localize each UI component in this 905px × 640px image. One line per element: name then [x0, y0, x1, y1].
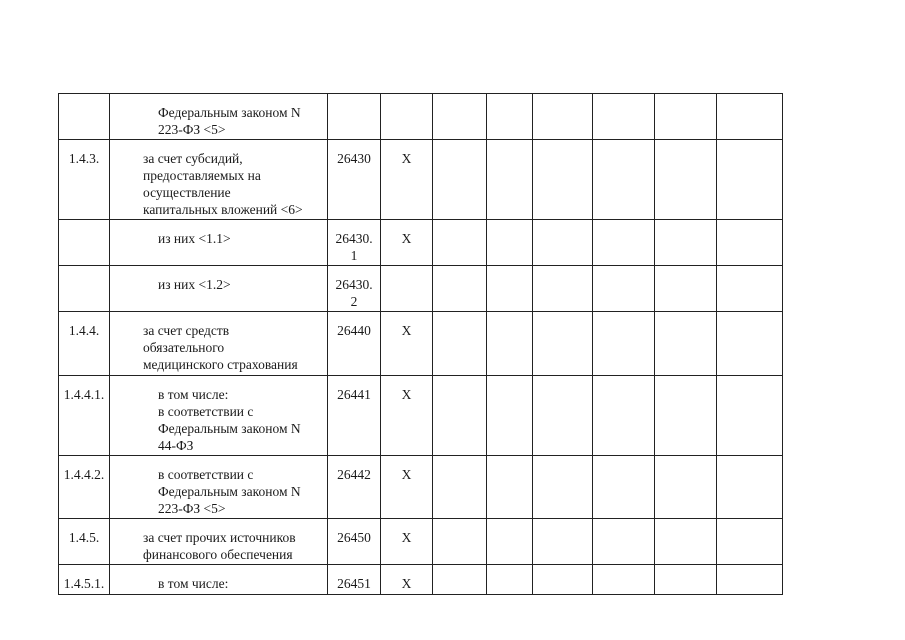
empty-value-cell: [533, 312, 593, 376]
empty-value-cell: [433, 312, 487, 376]
row-code-cell: 26430. 1: [328, 220, 381, 266]
empty-value-cell: [593, 140, 655, 220]
row-name-text: Федеральным законом N 223-ФЗ <5>: [158, 105, 301, 137]
empty-value-cell: [717, 519, 783, 565]
empty-value-cell: [433, 519, 487, 565]
empty-value-cell: [717, 220, 783, 266]
row-name-cell: [110, 456, 328, 519]
row-code-cell: 26430: [328, 140, 381, 220]
empty-value-cell: [533, 266, 593, 312]
row-name-cell: [110, 312, 328, 376]
row-name-text: в соответствии с Федеральным законом N 223-ФЗ <5>: [158, 467, 301, 516]
table-row: [59, 376, 783, 456]
row-x-cell: [381, 266, 433, 312]
row-code-cell: 26441: [328, 376, 381, 456]
row-x-cell: X: [381, 456, 433, 519]
empty-value-cell: [533, 519, 593, 565]
empty-value-cell: [655, 312, 717, 376]
row-number-cell: [59, 94, 110, 140]
row-name-cell: [110, 94, 328, 140]
empty-value-cell: [593, 456, 655, 519]
row-x-cell: X: [381, 519, 433, 565]
empty-value-cell: [433, 266, 487, 312]
empty-value-cell: [655, 519, 717, 565]
row-code-cell: 26442: [328, 456, 381, 519]
row-number-cell: [59, 266, 110, 312]
table-row: [59, 456, 783, 519]
row-number-cell: 1.4.5.: [59, 519, 110, 565]
empty-value-cell: [593, 266, 655, 312]
empty-value-cell: [533, 376, 593, 456]
empty-value-cell: [717, 312, 783, 376]
table-row: [59, 94, 783, 140]
row-code-cell: [328, 94, 381, 140]
table-row: [59, 220, 783, 266]
empty-value-cell: [593, 519, 655, 565]
row-x-cell: X: [381, 376, 433, 456]
empty-value-cell: [487, 94, 533, 140]
row-name-text: из них <1.1>: [158, 231, 231, 246]
row-number-cell: 1.4.5.1.: [59, 565, 110, 595]
empty-value-cell: [487, 456, 533, 519]
table-row: [59, 565, 783, 595]
row-x-cell: X: [381, 565, 433, 595]
row-name-cell: [110, 565, 328, 595]
table-row: [59, 140, 783, 220]
table-body: [59, 94, 783, 595]
empty-value-cell: [655, 376, 717, 456]
empty-value-cell: [717, 565, 783, 595]
row-number-cell: 1.4.4.2.: [59, 456, 110, 519]
empty-value-cell: [433, 94, 487, 140]
row-code-cell: 26440: [328, 312, 381, 376]
empty-value-cell: [655, 140, 717, 220]
empty-value-cell: [533, 94, 593, 140]
empty-value-cell: [655, 94, 717, 140]
empty-value-cell: [487, 519, 533, 565]
row-number-cell: [59, 220, 110, 266]
empty-value-cell: [593, 376, 655, 456]
row-number-cell: 1.4.4.1.: [59, 376, 110, 456]
row-code-cell: 26450: [328, 519, 381, 565]
empty-value-cell: [487, 565, 533, 595]
document-table: [58, 93, 783, 595]
row-name-cell: [110, 220, 328, 266]
empty-value-cell: [487, 376, 533, 456]
table-row: [59, 312, 783, 376]
empty-value-cell: [533, 220, 593, 266]
row-name-text: за счет средств обязательного медицинского страхования: [143, 323, 298, 372]
empty-value-cell: [533, 565, 593, 595]
row-number-cell: 1.4.4.: [59, 312, 110, 376]
row-name-cell: [110, 376, 328, 456]
row-x-cell: X: [381, 312, 433, 376]
empty-value-cell: [433, 376, 487, 456]
empty-value-cell: [487, 312, 533, 376]
empty-value-cell: [487, 140, 533, 220]
empty-value-cell: [593, 94, 655, 140]
row-x-cell: X: [381, 140, 433, 220]
row-name-cell: [110, 140, 328, 220]
empty-value-cell: [717, 140, 783, 220]
row-number-cell: 1.4.3.: [59, 140, 110, 220]
empty-value-cell: [717, 376, 783, 456]
empty-value-cell: [433, 565, 487, 595]
empty-value-cell: [655, 266, 717, 312]
empty-value-cell: [655, 456, 717, 519]
table-row: [59, 266, 783, 312]
empty-value-cell: [717, 266, 783, 312]
empty-value-cell: [433, 140, 487, 220]
empty-value-cell: [433, 456, 487, 519]
empty-value-cell: [717, 94, 783, 140]
empty-value-cell: [487, 266, 533, 312]
empty-value-cell: [533, 456, 593, 519]
empty-value-cell: [593, 220, 655, 266]
row-name-cell: [110, 266, 328, 312]
row-name-text: из них <1.2>: [158, 277, 231, 292]
row-x-cell: [381, 94, 433, 140]
row-x-cell: X: [381, 220, 433, 266]
empty-value-cell: [533, 140, 593, 220]
empty-value-cell: [433, 220, 487, 266]
row-name-text: в том числе:: [158, 576, 229, 591]
empty-value-cell: [593, 312, 655, 376]
empty-value-cell: [655, 220, 717, 266]
row-name-cell: [110, 519, 328, 565]
table-row: [59, 519, 783, 565]
row-code-cell: 26430. 2: [328, 266, 381, 312]
row-name-text: за счет субсидий, предоставляемых на осуществление капитальных вложений <6>: [143, 151, 303, 217]
empty-value-cell: [593, 565, 655, 595]
row-code-cell: 26451: [328, 565, 381, 595]
row-name-text: в том числе: в соответствии с Федеральным законом N 44-ФЗ: [158, 387, 301, 453]
empty-value-cell: [717, 456, 783, 519]
row-name-text: за счет прочих источников финансового обеспечения: [143, 530, 296, 562]
empty-value-cell: [487, 220, 533, 266]
empty-value-cell: [655, 565, 717, 595]
